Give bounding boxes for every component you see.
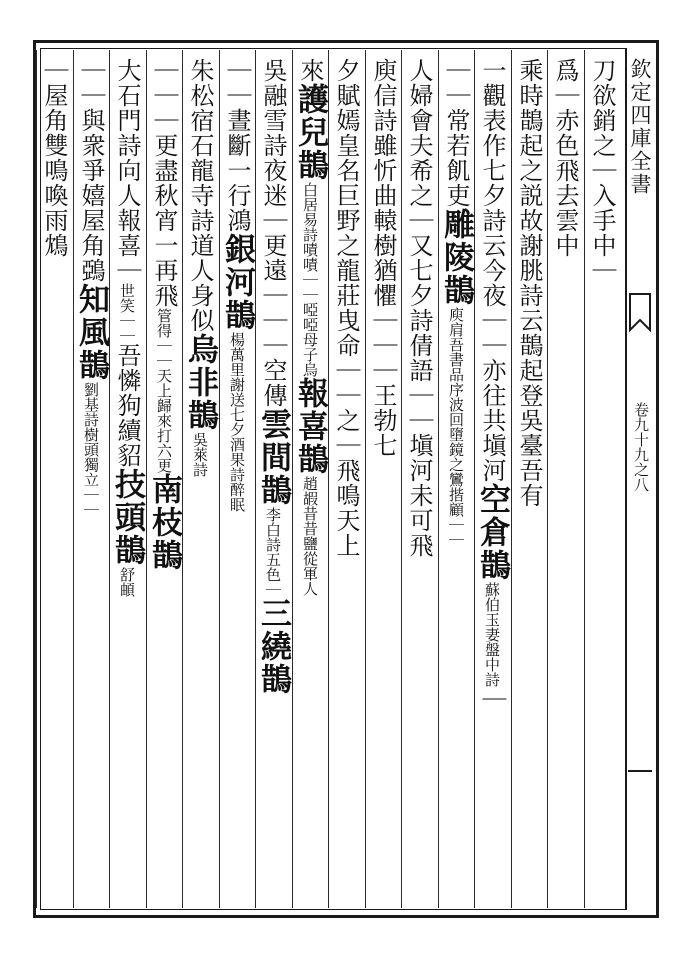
body-text: 乘時鵲起之説故謝朓詩云鵲起登吳臺吾有	[515, 58, 543, 508]
annotation-note: 白居易詩嘖嘖｜｜啞啞母子烏	[301, 182, 319, 377]
annotation-note: 劉基詩樹頭獨立｜｜	[82, 382, 100, 517]
annotation-note: 世笑｜｜	[118, 283, 136, 343]
entry-heading: 三繞鵲	[255, 597, 291, 696]
annotation-note: 管得｜｜天上歸來打六更	[155, 308, 173, 473]
annotation-note: 李白詩五色｜	[264, 507, 282, 597]
margin-divider	[628, 770, 652, 772]
body-text: 大石門詩向人報喜｜	[113, 58, 141, 283]
annotation-note: 吳萊詩	[191, 432, 209, 477]
body-text: ｜｜｜更盡秋宵一再飛	[150, 58, 178, 308]
body-text: ｜｜晝斷一行鴻	[223, 58, 251, 233]
body-text: 吾憐狗續貂	[113, 343, 141, 468]
body-text: 吳融雪詩夜迷｜	[259, 58, 287, 233]
body-text: 朱松宿石龍寺詩道人身似	[186, 58, 214, 333]
book-title: 欽定四庫全書	[628, 58, 652, 196]
annotation-note: 蘇伯玉妻盤中詩	[483, 582, 501, 687]
volume-number: 卷九十九之八	[632, 402, 650, 492]
annotation-note: 庾肩吾書品序波回墮鏡之鸞揩顧｜｜	[447, 307, 465, 547]
entry-heading: 銀河鵲	[219, 233, 255, 332]
body-text: ｜屋角雙鳴喚雨鴆	[40, 58, 68, 258]
body-text: 一觀表作七夕詩云今夜｜｜亦往共塡河	[478, 58, 506, 483]
body-text: 刀欲銷之｜入手中｜	[588, 58, 616, 283]
entry-heading: 護兒鵲	[292, 83, 328, 182]
entry-heading: 烏非鵲	[182, 333, 218, 432]
annotation-note: 楊萬里謝送七夕酒果詩醉眠	[228, 332, 246, 512]
body-text: 之｜又七夕詩倩語｜｜塡河未可飛	[405, 183, 433, 558]
body-text: 夕賦嫣皇名巨野之龍莊曳命｜｜之｜飛鳴天上	[332, 58, 360, 558]
annotation-note: 趙嘏昔昔鹽從軍人	[301, 476, 319, 596]
entry-heading: 雕陵鵲	[438, 208, 474, 307]
entry-heading: 南枝鵲	[146, 473, 182, 572]
entry-heading: 技頭鵲	[109, 468, 145, 567]
entry-heading: 空倉鵲	[474, 483, 510, 582]
entry-heading: 雲間鵲	[255, 408, 291, 507]
body-text: ｜｜常若飢吏	[442, 58, 470, 208]
body-text: 更遠｜｜｜空傳	[259, 233, 287, 408]
body-text: 人婦會夫希	[405, 58, 433, 183]
body-text: 來	[296, 58, 324, 83]
fishtail-mark	[628, 292, 652, 332]
body-text: ｜｜與衆爭嬉屋角鵶	[77, 58, 105, 283]
annotation-note: 舒頔	[118, 567, 136, 597]
entry-heading: 知風鵲	[73, 283, 109, 382]
text-column	[29, 58, 79, 904]
entry-heading: 報喜鵲	[292, 377, 328, 476]
body-text: 庾信詩雖忻曲轅樹猶懼｜｜｜王勃七	[369, 58, 397, 458]
body-text: 爲｜赤色飛去雲中	[551, 58, 579, 258]
body-text: ｜	[478, 687, 506, 712]
